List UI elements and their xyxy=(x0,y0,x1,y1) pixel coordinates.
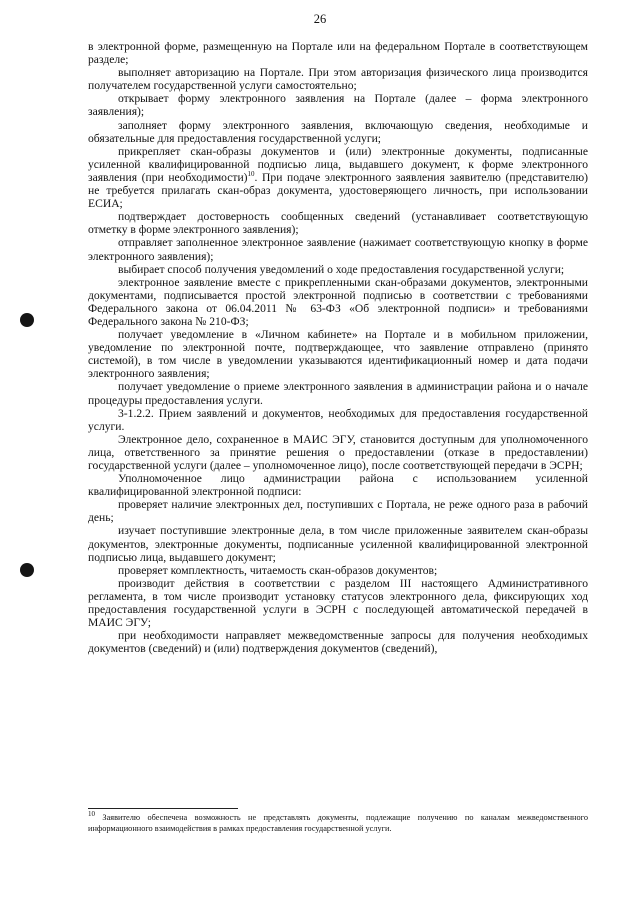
body-text xyxy=(88,40,588,655)
paragraph: получает уведомление в «Личном кабинете» на Портале и в мобильном приложении, уведомление по электронной почте, подтверждающее, что заявление отправлено (принято системой), в том числе в уведомлении указываются идентификационный номер и дата подачи электронного заявления; xyxy=(88,328,588,381)
paragraph: изучает поступившие электронные дела, в том числе приложенные заявителем скан-образы документов, электронные документы, подписанные усиленной квалифицированной электронной подписью лица, выдавшего документ; xyxy=(88,524,588,564)
paragraph-with-footnote xyxy=(88,145,588,210)
paragraph: в электронной форме, размещенную на Портале или на федеральном Портале в соответствующем разделе; xyxy=(88,40,588,67)
section-heading: 3-1.2.2. Прием заявлений и документов, необходимых для предоставления государственной услуги. xyxy=(88,406,588,433)
footnote-text: Заявителю обеспечена возможность не представлять документы, подлежащие получению по каналам межведомственного информационного взаимодействия в рамках предоставления государственной услуги. xyxy=(88,813,588,833)
paragraph: открывает форму электронного заявления на Портале (далее – форма электронного заявления); xyxy=(88,92,588,119)
paragraph: Электронное дело, сохраненное в МАИС ЭГУ, становится доступным для уполномоченного лица, ответственного за принятие решения о предоставлении (отказе в предоставлении) государственной услуги (далее – уполномоченное лицо), после соответствующей передачи в ЭСРН; xyxy=(88,432,588,472)
paragraph-text: прикрепляет скан-образы документов и (или) электронные документы, подписанные усиленной квалифицированной подписью лица, выдавшего документ, к форме электронного заявления (при необходимости) xyxy=(88,144,588,184)
page-number: 26 xyxy=(313,12,327,26)
paragraph: выполняет авторизацию на Портале. При этом авторизация физического лица производится получателем государственной услуги самостоятельно; xyxy=(88,66,588,93)
paragraph: электронное заявление вместе с прикрепленными скан-образами документов, электронными документами, подписывается простой электронной подписью в соответствии с требованиями Федерального закона от 06.04.2011 № 63-ФЗ «Об электронной подписи» и требованиями Федерального закона № 210-ФЗ; xyxy=(88,275,588,328)
paragraph: Уполномоченное лицо администрации района с использованием усиленной квалифицированной электронной подписи: xyxy=(88,472,588,499)
paragraph: проверяет наличие электронных дел, поступивших с Портала, не реже одного раза в рабочий день; xyxy=(88,498,588,525)
paragraph: производит действия в соответствии с разделом III настоящего Административного регламента, в том числе производит установку статусов электронного дела, фиксирующих ход предоставления государственной услуги в ЭСРН с последующей автоматической передачей в МАИС ЭГУ; xyxy=(88,576,588,630)
paragraph: выбирает способ получения уведомлений о ходе предоставления государственной услуги; xyxy=(118,262,565,276)
footnote-divider xyxy=(88,808,238,809)
footnote-reference: 10 xyxy=(247,170,255,179)
paragraph: отправляет заполненное электронное заявление (нажимает соответствующую кнопку в форме электронного заявления); xyxy=(88,236,588,263)
paragraph: подтверждает достоверность сообщенных сведений (устанавливает соответствующую отметку в форме электронного заявления); xyxy=(88,210,588,237)
paragraph-text-tail: . При подаче электронного заявления заявителю (представителю) не требуется прилагать скан-образ документа, удостоверяющего личность, при использовании ЕСИА; xyxy=(88,170,588,211)
footnote xyxy=(88,810,588,834)
paragraph: получает уведомление о приеме электронного заявления в администрации района и о начале процедуры предоставления услуги. xyxy=(88,380,588,407)
binder-hole xyxy=(20,563,34,577)
binder-hole xyxy=(20,313,34,327)
footnote-marker: 10 xyxy=(88,810,95,819)
paragraph: при необходимости направляет межведомственные запросы для получения необходимых документов (сведений) и (или) подтверждения документов (сведений), xyxy=(88,629,588,656)
paragraph: заполняет форму электронного заявления, включающую сведения, необходимые и обязательные для предоставления государственной услуги; xyxy=(88,118,588,145)
paragraph: проверяет комплектность, читаемость скан-образов документов; xyxy=(118,563,438,577)
